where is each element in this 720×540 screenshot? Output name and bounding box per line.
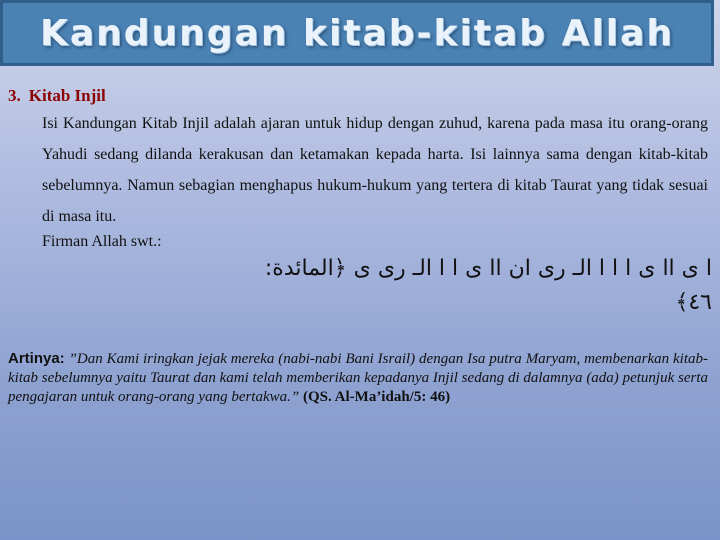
body-paragraph: Isi Kandungan Kitab Injil adalah ajaran untuk hidup dengan zuhud, karena pada masa itu orang-orang Yahudi sedang dilanda kerakusan dan ketamakan kepada harta. Isi lainnya sama dengan kitab-kitab sebelumnya. Namun sebagian menghapus hukum-hukum yang tertera di kitab Taurat yang tidak sesuai di masa itu. <box>42 115 708 225</box>
arabic-line-1: ا ى اا ى ا ا ا الـ رى ان اا ى ا ا الـ رى ى ﴿المائدة: <box>264 256 712 281</box>
title-banner <box>0 0 714 66</box>
translation-label: Artinya: <box>8 350 65 367</box>
arabic-verse <box>6 252 712 320</box>
firman-label: Firman Allah swt.: <box>42 233 162 250</box>
arabic-line-2: ٤٦﴾ <box>675 290 712 315</box>
section-heading <box>8 86 106 106</box>
slide-title: Kandungan kitab-kitab Allah <box>39 12 675 54</box>
verse-reference: (QS. Al-Ma’idah/5: 46) <box>302 389 451 405</box>
section-title: Kitab Injil <box>28 86 106 105</box>
translation-text: ”Dan Kami iringkan jejak mereka (nabi-nabi Bani Israil) dengan Isa putra Maryam, membenarkan kitab-kitab sebelumnya yaitu Taurat dan kami telah memberikan kepadanya Injil sedang di dalamnya (ada) petunjuk serta pengajaran untuk orang-orang yang bertakwa.” <box>8 351 708 405</box>
translation-block <box>8 349 708 407</box>
section-number: 3. <box>8 86 21 105</box>
